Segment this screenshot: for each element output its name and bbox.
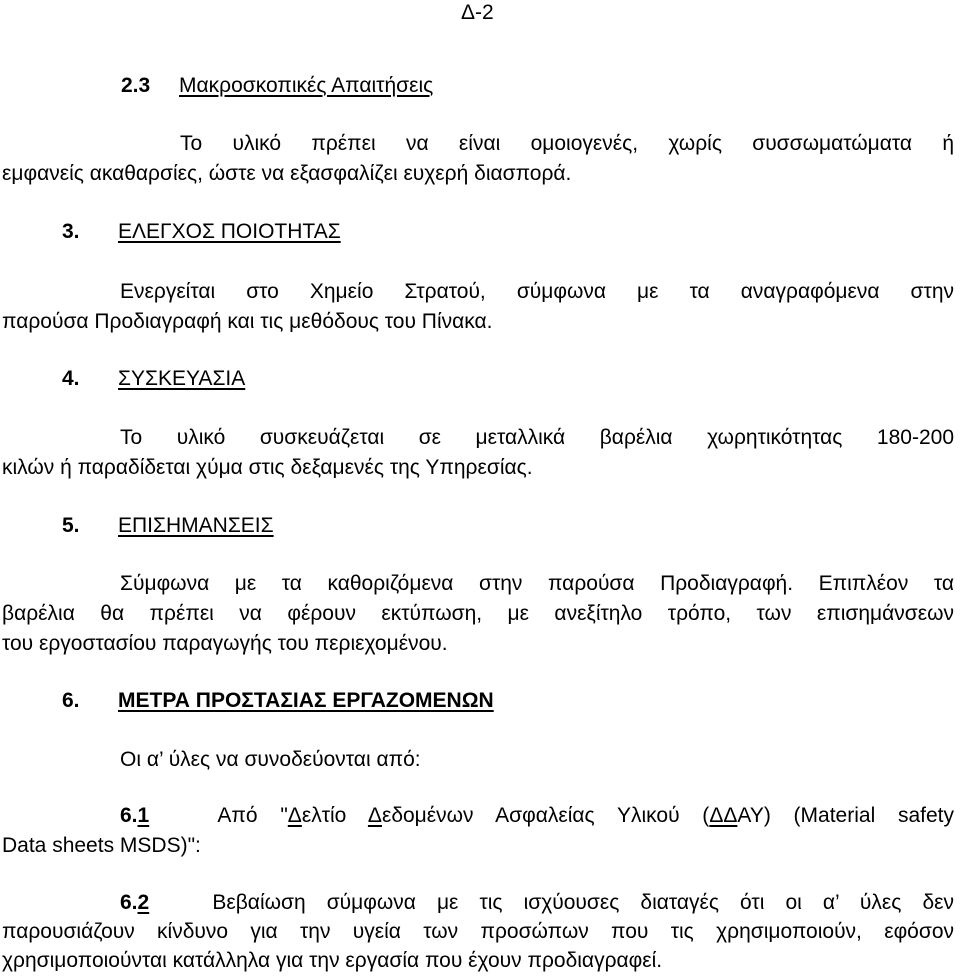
section-number: 4. [62, 367, 80, 390]
paragraph-line: Data sheets MSDS)": [2, 834, 201, 857]
intro-line: Οι α’ ύλες να συνοδεύονται από: [120, 748, 421, 771]
section-number: 2.3 [121, 74, 151, 97]
item-6-2-line: 6.2 Βεβαίωση σύμφωνα με τις ισχύουσες διαταγές ότι οι α’ ύλες δεν [120, 891, 954, 914]
paragraph-line: Το υλικό πρέπει να είναι ομοιογενές, χωρίς συσσωματώματα ή [180, 132, 954, 155]
paragraph-line: εμφανείς ακαθαρσίες, ώστε να εξασφαλίζει ευχερή διασπορά. [2, 162, 572, 185]
paragraph-line: Ενεργείται στο Χημείο Στρατού, σύμφωνα με τα αναγραφόμενα στην [120, 280, 954, 303]
paragraph-line: χρησιμοποιούνται κατάλληλα για την εργασία που έχουν προδιαγραφεί. [2, 949, 663, 972]
section-6-heading [62, 686, 494, 716]
paragraph-line: παρούσα Προδιαγραφή και τις μεθόδους του Πίνακα. [2, 310, 493, 333]
paragraph-line: κιλών ή παραδίδεται χύμα στις δεξαμενές της Υπηρεσίας. [2, 456, 533, 479]
section-number: 6. [62, 689, 80, 712]
paragraph-line: Το υλικό συσκευάζεται σε μεταλλικά βαρέλια χωρητικότητας 180-200 [120, 426, 954, 449]
item-number: 6.2 [120, 891, 150, 914]
section-2-3-heading [121, 71, 433, 101]
section-4-heading [62, 364, 245, 394]
section-5-heading [62, 511, 274, 541]
section-3-heading [62, 217, 341, 247]
section-title: ΜΕΤΡΑ ΠΡΟΣΤΑΣΙΑΣ ΕΡΓΑΖΟΜΕΝΩΝ [118, 689, 494, 712]
paragraph-line: Σύμφωνα με τα καθοριζόμενα στην παρούσα Προδιαγραφή. Επιπλέον τα [120, 572, 954, 595]
page-number: Δ-2 [461, 1, 494, 24]
section-title: ΣΥΣΚΕΥΑΣΙΑ [118, 367, 246, 390]
section-title: Μακροσκοπικές Απαιτήσεις [179, 74, 434, 97]
section-title: ΕΛΕΓΧΟΣ ΠΟΙΟΤΗΤΑΣ [118, 220, 341, 243]
paragraph-line: του εργοστασίου παραγωγής του περιεχομένου. [2, 632, 448, 655]
item-number: 6.1 [120, 804, 150, 827]
section-number: 3. [62, 220, 80, 243]
paragraph-line: βαρέλια θα πρέπει να φέρουν εκτύπωση, με ανεξίτηλο τρόπο, των επισημάνσεων [2, 602, 954, 625]
item-6-1-line: 6.1 Από "Δελτίο Δεδομένων Ασφαλείας Υλικού (ΔΔΑΥ) (Material safety [120, 804, 955, 827]
paragraph-line: παρουσιάζουν κίνδυνο για την υγεία των προσώπων που τις χρησιμοποιούν, εφόσον [2, 920, 954, 943]
section-title: ΕΠΙΣΗΜΑΝΣΕΙΣ [118, 514, 274, 537]
section-number: 5. [62, 514, 80, 537]
